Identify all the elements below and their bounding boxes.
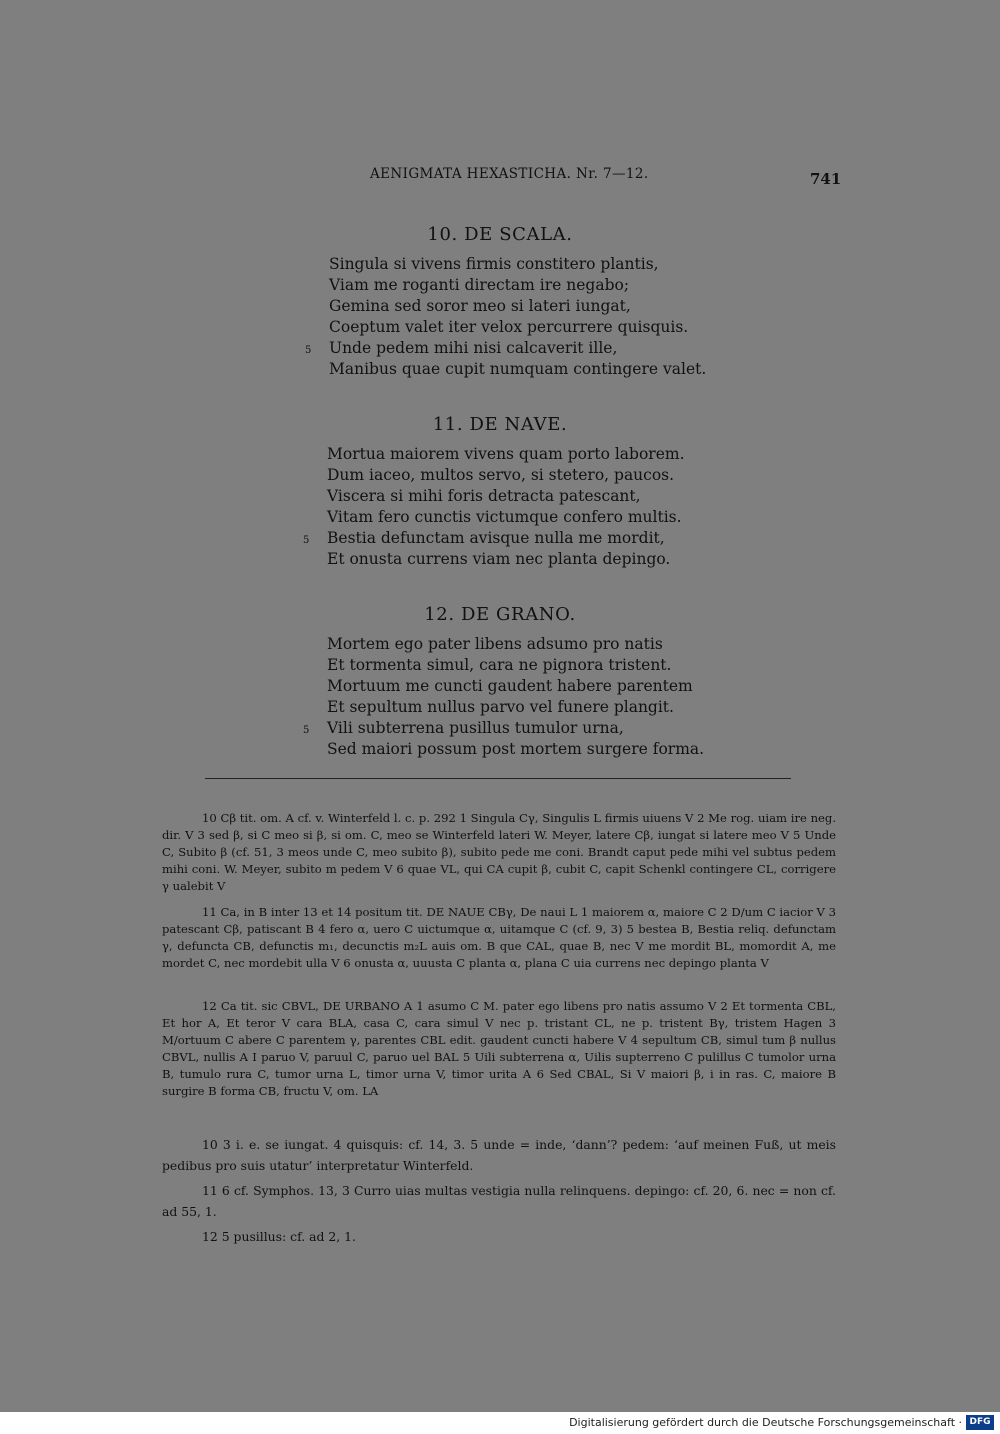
dfg-logo-icon: DFG <box>966 1415 994 1430</box>
note-12: 12 5 pusillus: cf. ad 2, 1. <box>202 1229 356 1244</box>
poem-line: Sed maiori possum post mortem surgere forma. <box>327 740 705 758</box>
apparatus-12 <box>162 998 836 1100</box>
commentary-notes <box>162 1134 836 1247</box>
poem-line-text: Vili subterrena pusillus tumulor urna, <box>327 719 624 737</box>
note-10: 10 3 i. e. se iungat. 4 quisquis: cf. 14, 3. 5 unde = inde, ‘dann’? pedem: ‘auf meinen Fuß, ut meis pedibus pro suis utatur’ interpretatur Winterfeld. <box>162 1137 836 1173</box>
poem-line-5 <box>303 718 747 739</box>
apparatus-entry: 11 Ca, in B inter 13 et 14 positum tit. DE NAUE CBγ, De naui L 1 maiorem α, maiore C 2 D/um C iacior V 3 patescant Cβ, patiscant B 4 fero α, uero C uictumque α, uitamque C (cf. 9, 3) 5 bestea B, Bestia reliq. defunctam γ, defuncta CB, defunctis m₁, decunctis m₂L auis om. B que CAL, quae B, nec V me mordit BL, momordit A, me mordet C, nec mordebit ulla V 6 onusta α, uuusta C planta α, plana C uia currens nec depingo planta V <box>162 905 836 970</box>
footer-bar <box>0 1412 1000 1434</box>
poem-line: Manibus quae cupit numquam contingere valet. <box>329 360 707 378</box>
note-11: 11 6 cf. Symphos. 13, 3 Curro uias multas vestigia nulla relinquens. depingo: cf. 20, 6. nec = non cf. ad 55, 1. <box>162 1183 836 1219</box>
apparatus-11 <box>162 904 836 972</box>
line-number: 5 <box>303 725 310 736</box>
poem-line: Coeptum valet iter velox percurrere quisquis. <box>329 318 689 336</box>
poem-line: Singula si vivens firmis constitero plantis, <box>329 255 659 273</box>
poem-title-12: 12. DE GRANO. <box>424 604 576 625</box>
poem-line-5 <box>305 338 749 359</box>
apparatus-entry: 10 Cβ tit. om. A cf. v. Winterfeld l. c. p. 292 1 Singula Cγ, Singulis L firmis uiuens V 2 Me rog. uiam ire neg. dir. V 3 sed β, si C meo si β, si om. C, meo se Winterfeld lateri W. Meyer, latere Cβ, iungat si latere meo V 5 Unde C, Subito β (cf. 51, 3 meos unde C, meo subito β), subito pede me coni. Brandt caput pede mihi vel subtus pedem mihi coni. W. Meyer, subito m pedem V 6 quae VL, qui CA cupit β, cubit C, capit Schenkl contingere CL, corrigere γ ualebit V <box>162 811 836 893</box>
poem-line: Et sepultum nullus parvo vel funere plangit. <box>327 698 674 716</box>
poem-line-5 <box>303 528 747 549</box>
poem-12 <box>303 634 747 760</box>
poem-line: Gemina sed soror meo si lateri iungat, <box>329 297 631 315</box>
poem-line: Vitam fero cunctis victumque confero multis. <box>327 508 682 526</box>
poem-line: Mortua maiorem vivens quam porto laborem. <box>327 445 685 463</box>
apparatus-entry: 12 Ca tit. sic CBVL, DE URBANO A 1 asumo C M. pater ego libens pro natis assumo V 2 Et tormenta CBL, Et hor A, Et teror V cara BLA, casa C, cara simul V nec p. tristant CL, ne p. tristent Bγ, tristem Hagen 3 M/ortuum C abere C parentem γ, parentes CBL edit. gaudent cuncti habere V 4 sepultum CB, simul tum β nullus CBVL, nullis A I paruo V, paruul C, paruo uel BAL 5 Uili subterrena α, Uilis supterreno C pulillus C tumolor urna B, tumulo rura C, tumor urna L, timor urna V, timor urita A 6 Sed CBAL, Si V maiori β, i in ras. C, maiore B surgire B forma CB, fructu V, om. LA <box>162 999 836 1098</box>
poem-line: Viscera si mihi foris detracta patescant, <box>327 487 641 505</box>
poem-line-text: Bestia defunctam avisque nulla me mordit, <box>327 529 665 547</box>
poem-10 <box>305 254 749 380</box>
poem-title-10: 10. DE SCALA. <box>427 224 573 245</box>
poem-line: Dum iaceo, multos servo, si stetero, paucos. <box>327 466 675 484</box>
poem-line: Mortuum me cuncti gaudent habere parentem <box>327 677 693 695</box>
poem-11 <box>303 444 747 570</box>
footnote-divider <box>205 778 791 779</box>
page-number: 741 <box>810 170 842 188</box>
running-head: AENIGMATA HEXASTICHA. Nr. 7—12. <box>370 166 649 182</box>
line-number: 5 <box>305 345 312 356</box>
poem-line: Et onusta currens viam nec planta depingo. <box>327 550 671 568</box>
poem-line: Viam me roganti directam ire negabo; <box>329 276 630 294</box>
poem-line: Mortem ego pater libens adsumo pro natis <box>327 635 663 653</box>
poem-line: Et tormenta simul, cara ne pignora tristent. <box>327 656 672 674</box>
line-number: 5 <box>303 535 310 546</box>
poem-title-11: 11. DE NAVE. <box>432 414 568 435</box>
apparatus-10 <box>162 810 836 895</box>
poem-line-text: Unde pedem mihi nisi calcaverit ille, <box>329 339 618 357</box>
footer-credit: Digitalisierung gefördert durch die Deutsche Forschungsgemeinschaft · <box>569 1416 962 1429</box>
